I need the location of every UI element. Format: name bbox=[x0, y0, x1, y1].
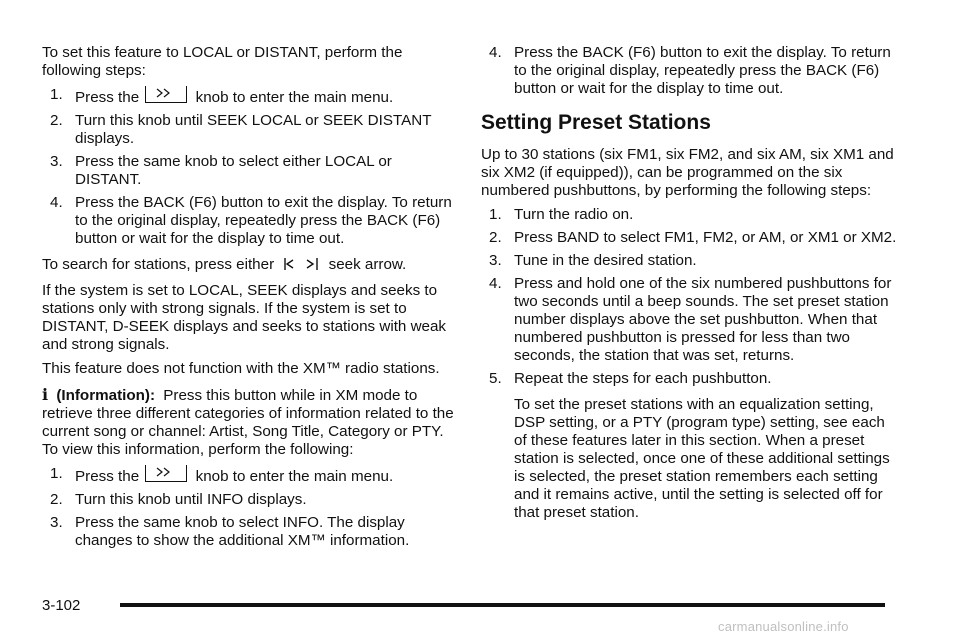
list-item: 1. Press the knob to enter the main menu. bbox=[50, 465, 394, 485]
list-item: 2. Turn this knob until INFO displays. bbox=[50, 491, 307, 508]
watermark: carmanualsonline.info bbox=[718, 619, 849, 634]
para-system-local: If the system is set to LOCAL, SEEK displays and seeks to stations only with strong signals. If the system is set to DISTANT, D-SEEK displays and seeks to stations with weak and strong signals. bbox=[42, 282, 447, 353]
list-item: 3. Tune in the desired station. bbox=[489, 252, 697, 269]
para-xm-note: This feature does not function with the XM™ radio stations. bbox=[42, 360, 440, 377]
seek-arrows-icon bbox=[284, 257, 318, 276]
seek-instruction: To search for stations, press either seek arrow. bbox=[42, 256, 454, 276]
info-icon: i bbox=[42, 385, 49, 404]
list-item: 4. Press and hold one of the six numbered pushbuttons for two seconds until a beep sounds. The set preset station number displays above the set pushbutton. When that numbered pushbutton is pressed for less than two seconds, the station that was set, returns. bbox=[489, 275, 892, 364]
closing-paragraph: To set the preset stations with an equalization setting, DSP setting, or a PTY (program type) setting, see each of these features later in this section. When a preset station is selected, once one of these additional settings is selected, the preset station remembers each setting and it remains active, until the setting is selected off for that preset station. bbox=[514, 396, 890, 521]
list-item: 4. Press the BACK (F6) button to exit the display. To return to the original display, repeatedly press the BACK (F6) button or wait for the display to time out. bbox=[50, 194, 452, 247]
intro-local-distant: To set this feature to LOCAL or DISTANT, perform the following steps: bbox=[42, 44, 403, 79]
footer-rule bbox=[120, 603, 885, 607]
left-column bbox=[42, 44, 454, 558]
list-item: 5. Repeat the steps for each pushbutton. bbox=[489, 370, 772, 387]
list-item: 1. Turn the radio on. bbox=[489, 206, 634, 223]
info-paragraph: i (Information): Press this button while in XM mode to retrieve three different categories of information related to the current song or channel: Artist, Song Title, Category or PTY. To view this information, perform the following: bbox=[42, 385, 454, 458]
section-heading: Setting Preset Stations bbox=[481, 111, 711, 134]
list-item: 2. Turn this knob until SEEK LOCAL or SEEK DISTANT displays. bbox=[50, 112, 432, 147]
page-number: 3-102 bbox=[42, 597, 81, 614]
steps-preset bbox=[481, 206, 901, 388]
tune-knob-icon bbox=[145, 86, 187, 103]
intro-preset: Up to 30 stations (six FM1, six FM2, and six AM, six XM1 and six XM2 (if equipped)), can be programmed on the six numbered pushbuttons, by performing the following steps: bbox=[481, 146, 894, 199]
tune-knob-icon bbox=[145, 465, 187, 482]
list-item: 3. Press the same knob to select INFO. The display changes to show the additional XM™ information. bbox=[50, 514, 410, 549]
list-item: 1. Press the knob to enter the main menu. bbox=[50, 86, 394, 106]
steps-info bbox=[42, 465, 454, 550]
list-item: 4. Press the BACK (F6) button to exit the display. To return to the original display, repeatedly press the BACK (F6) button or wait for the display to time out. bbox=[489, 44, 891, 97]
list-item: 2. Press BAND to select FM1, FM2, or AM, or XM1 or XM2. bbox=[489, 229, 897, 246]
steps-local-distant bbox=[42, 86, 454, 248]
right-column bbox=[481, 44, 901, 528]
list-item: 3. Press the same knob to select either LOCAL or DISTANT. bbox=[50, 153, 392, 188]
steps-continued bbox=[481, 44, 901, 98]
